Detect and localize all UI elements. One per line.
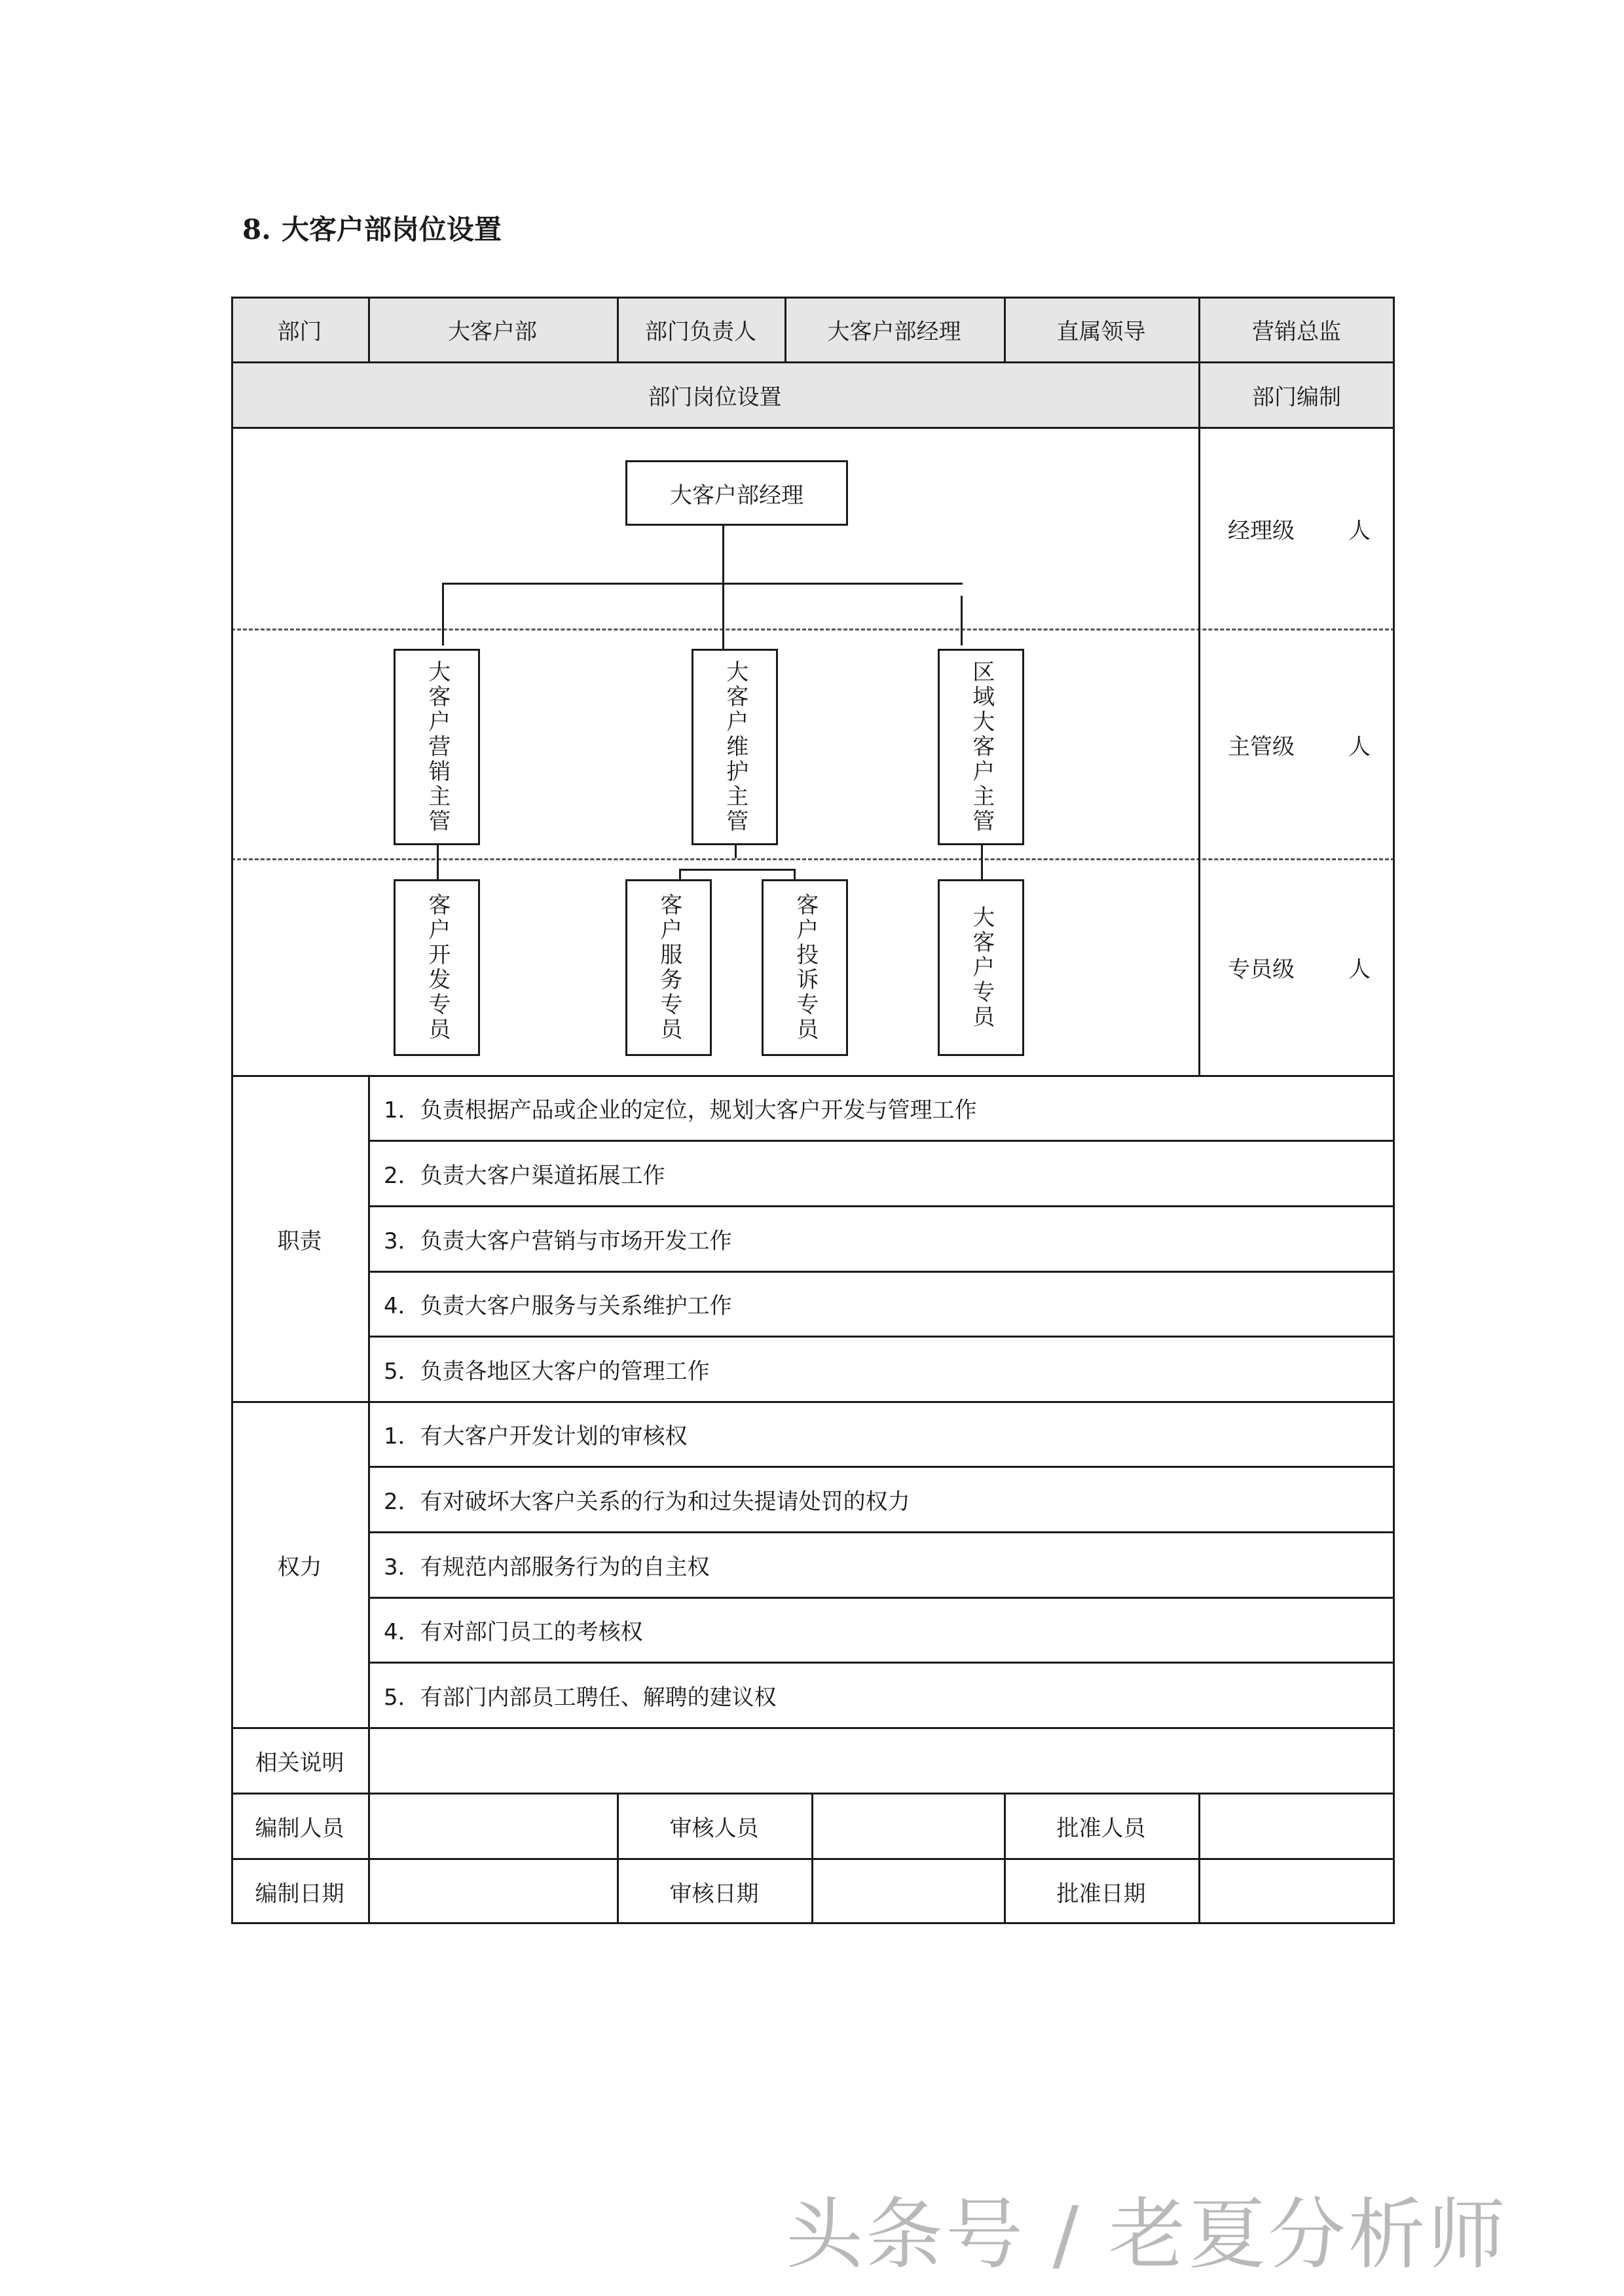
table-border — [368, 1271, 1395, 1273]
reviewed-date-label: 审核日期 — [669, 1880, 759, 1907]
table-border — [368, 1076, 370, 1924]
authority-item: 5．有部门内部员工聘任、解聘的建议权 — [384, 1684, 777, 1711]
org-supervisor-label: 大客户维护主管 — [722, 660, 748, 834]
org-connector — [437, 845, 439, 879]
table-border — [617, 297, 619, 362]
staffing-label: 部门编制 — [1252, 384, 1341, 410]
org-supervisor-label: 区域大客户主管 — [968, 660, 995, 834]
table-border — [1004, 297, 1006, 362]
approved-by-label: 批准人员 — [1056, 1815, 1146, 1842]
staffing-level: 经理级 — [1228, 518, 1295, 544]
table-border — [811, 1793, 813, 1924]
notes-label: 相关说明 — [255, 1749, 344, 1776]
dept-head-label: 部门负责人 — [645, 318, 756, 345]
authority-label: 权力 — [277, 1554, 322, 1580]
page-heading — [242, 208, 502, 247]
duty-item: 2．负责大客户渠道拓展工作 — [384, 1162, 665, 1189]
table-border — [368, 1336, 1395, 1338]
authority-item: 2．有对破坏大客户关系的行为和过失提请处罚的权力 — [384, 1488, 910, 1515]
org-connector — [722, 526, 724, 657]
org-connector — [981, 845, 983, 879]
org-specialist-label: 客户服务专员 — [655, 893, 682, 1042]
prepared-by-label: 编制人员 — [255, 1815, 344, 1842]
org-connector — [961, 596, 963, 646]
staffing-level: 专员级 — [1228, 957, 1295, 983]
org-supervisor-box — [938, 649, 1024, 845]
reviewed-by-label: 审核人员 — [669, 1815, 759, 1842]
org-specialist-box — [394, 879, 480, 1056]
table-border — [231, 1075, 1395, 1077]
dept-label: 部门 — [277, 318, 322, 345]
level-divider-2 — [231, 858, 1395, 860]
table-border — [368, 1140, 1395, 1142]
table-border — [368, 1466, 1395, 1468]
table-border — [231, 361, 1395, 363]
authority-item: 3．有规范内部服务行为的自主权 — [384, 1554, 710, 1580]
table-border — [617, 1793, 619, 1924]
duty-item: 4．负责大客户服务与关系维护工作 — [384, 1293, 732, 1319]
heading-number: 8. — [242, 213, 271, 246]
duty-item: 5．负责各地区大客户的管理工作 — [384, 1358, 710, 1385]
watermark: 头条号 / 老夏分析师 — [786, 2189, 1508, 2280]
staffing-unit: 人 — [1348, 518, 1371, 544]
org-specialist-label: 客户投诉专员 — [792, 893, 819, 1042]
org-connector — [442, 583, 444, 646]
prepared-date-label: 编制日期 — [255, 1880, 344, 1907]
table-border — [1198, 1793, 1200, 1924]
heading-title: 大客户部岗位设置 — [281, 213, 502, 246]
table-border — [368, 1205, 1395, 1207]
org-specialist-box — [625, 879, 712, 1056]
approved-date-label: 批准日期 — [1056, 1880, 1146, 1907]
authority-item: 1．有大客户开发计划的审核权 — [384, 1423, 688, 1449]
org-supervisor-label: 大客户营销主管 — [424, 660, 451, 834]
table-border — [1393, 297, 1395, 1924]
org-specialist-label: 大客户专员 — [968, 905, 995, 1030]
org-specialist-label: 客户开发专员 — [424, 893, 451, 1042]
level-divider-1 — [231, 629, 1395, 630]
position-table — [231, 297, 1395, 1924]
table-border — [1004, 1793, 1006, 1924]
table-border — [368, 1597, 1395, 1599]
org-connector — [679, 869, 681, 879]
staffing-manager — [1228, 513, 1371, 545]
duties-label: 职责 — [277, 1228, 322, 1254]
org-supervisor-box — [692, 649, 778, 845]
org-connector — [442, 583, 963, 585]
dept-head-value: 大客户部经理 — [827, 318, 961, 345]
duty-item: 1．负责根据产品或企业的定位，规划大客户开发与管理工作 — [384, 1097, 977, 1123]
authority-item: 4．有对部门员工的考核权 — [384, 1619, 643, 1645]
table-border — [784, 297, 786, 362]
org-supervisor-box — [394, 649, 480, 845]
table-border — [231, 1727, 1395, 1729]
org-specialist-box — [938, 879, 1024, 1056]
positions-label: 部门岗位设置 — [648, 384, 782, 410]
table-border — [231, 297, 1395, 299]
staffing-unit: 人 — [1348, 957, 1371, 983]
org-specialist-box — [762, 879, 848, 1056]
superior-value: 营销总监 — [1252, 318, 1341, 345]
staffing-level: 主管级 — [1228, 734, 1295, 760]
org-connector — [794, 869, 796, 879]
org-connector — [679, 869, 796, 871]
table-border — [231, 427, 1395, 429]
table-border — [1198, 297, 1200, 1076]
table-border — [368, 297, 370, 362]
staffing-supervisor — [1228, 729, 1371, 761]
table-border — [368, 1662, 1395, 1664]
table-border — [368, 1531, 1395, 1533]
superior-label: 直属领导 — [1056, 318, 1146, 345]
table-border — [231, 1401, 1395, 1403]
table-border — [231, 297, 233, 1924]
org-connector — [735, 845, 737, 858]
dept-value: 大客户部 — [448, 318, 537, 345]
staffing-unit: 人 — [1348, 734, 1371, 760]
staffing-specialist — [1228, 951, 1371, 983]
duty-item: 3．负责大客户营销与市场开发工作 — [384, 1228, 732, 1254]
org-root-box: 大客户部经理 — [625, 460, 848, 526]
